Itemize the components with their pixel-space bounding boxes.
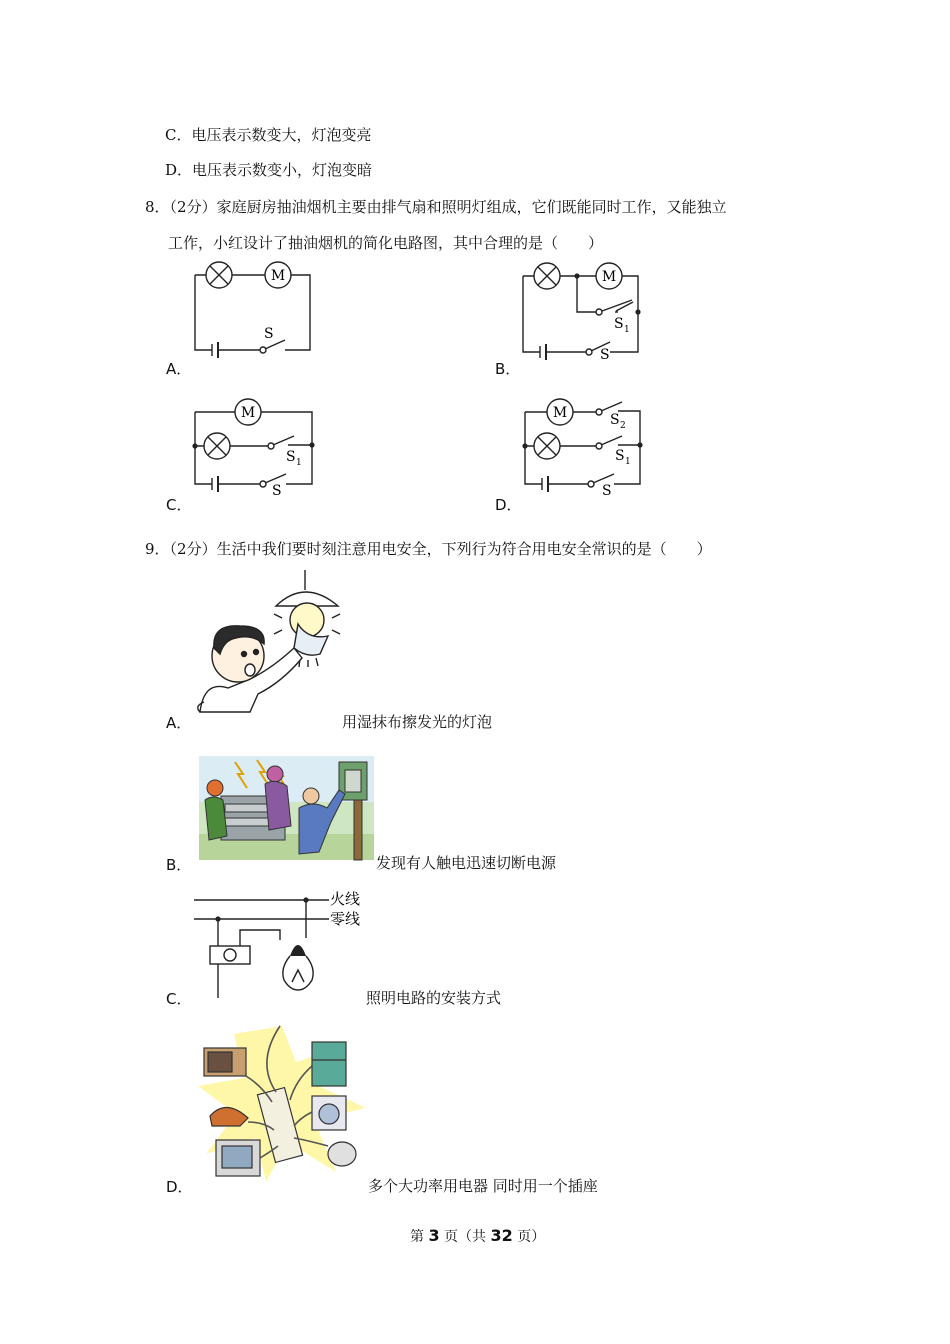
circuit-b-switch-label: S <box>600 347 610 363</box>
circuit-b-motor-label: M <box>601 269 617 285</box>
circuit-a-switch-label: S <box>264 326 274 342</box>
footer-page-number: 3 <box>428 1226 440 1245</box>
q7-option-d: D．电压表示数变小，灯泡变暗 <box>165 161 373 179</box>
footer-suffix: 页） <box>517 1229 546 1245</box>
circuit-d-switch2-label: S <box>610 412 620 428</box>
neutral-wire-label: 零线 <box>330 910 361 928</box>
circuit-c-switch-label: S <box>272 483 282 499</box>
q9-option-d-text: 多个大功率用电器 同时用一个插座 <box>368 1177 598 1195</box>
circuit-d-switch1-sub: 1 <box>625 457 631 467</box>
circuit-d <box>520 398 650 498</box>
q8-option-c-label: C． <box>166 496 192 514</box>
illustration-overloaded-socket <box>196 1022 368 1184</box>
q9-stem: 9．（2分）生活中我们要时刻注意用电安全，下列行为符合用电安全常识的是（ ） <box>145 540 712 558</box>
q9-option-c-label: C． <box>166 990 192 1008</box>
footer-prefix: 第 <box>410 1229 424 1245</box>
illustration-wet-cloth-bulb <box>190 570 350 715</box>
illustration-cut-power <box>199 756 374 860</box>
circuit-a <box>190 260 320 360</box>
circuit-d-switch-label: S <box>602 483 612 499</box>
circuit-a-motor-label: M <box>270 268 286 284</box>
q7-option-c: C．电压表示数变大，灯泡变亮 <box>165 126 372 144</box>
circuit-c-motor-label: M <box>240 405 256 421</box>
q9-option-c-text: 照明电路的安装方式 <box>366 989 502 1007</box>
circuit-b <box>518 262 648 362</box>
q9-option-a-label: A． <box>166 714 192 732</box>
q9-option-d-label: D． <box>166 1178 193 1196</box>
footer-total-pages: 32 <box>490 1226 513 1245</box>
circuit-c-switch1-sub: 1 <box>296 458 302 468</box>
circuit-b-switch1-label: S <box>614 316 624 332</box>
q8-option-d-label: D． <box>495 496 522 514</box>
q9-option-a-text: 用湿抹布擦发光的灯泡 <box>342 713 493 731</box>
circuit-d-switch2-sub: 2 <box>620 421 626 431</box>
live-wire-label: 火线 <box>330 890 361 908</box>
circuit-c-switch1-label: S <box>286 449 296 465</box>
footer-middle: 页（共 <box>444 1229 487 1245</box>
circuit-d-switch1-label: S <box>615 448 625 464</box>
circuit-b-switch1-sub: 1 <box>624 325 630 335</box>
circuit-d-motor-label: M <box>552 405 568 421</box>
q9-option-b-text: 发现有人触电迅速切断电源 <box>376 854 557 872</box>
page-footer <box>410 1226 545 1246</box>
q8-option-b-label: B． <box>495 360 521 378</box>
q9-option-b-label: B． <box>166 856 192 874</box>
circuit-c <box>190 398 320 498</box>
q8-stem-line2: 工作，小红设计了抽油烟机的简化电路图，其中合理的是（ ） <box>168 234 604 252</box>
illustration-lighting-circuit <box>194 890 369 1000</box>
q8-option-a-label: A． <box>166 360 192 378</box>
q8-stem-line1: 8．（2分）家庭厨房抽油烟机主要由排气扇和照明灯组成，它们既能同时工作，又能独立 <box>145 198 727 216</box>
